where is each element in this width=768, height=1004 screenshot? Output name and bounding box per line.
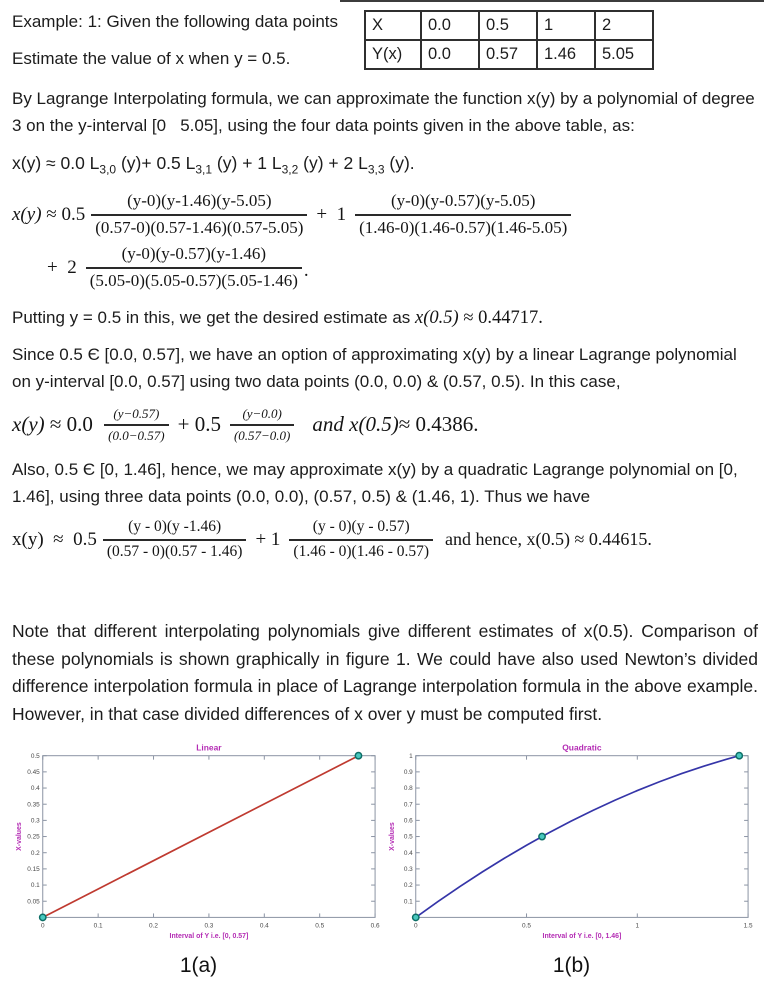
- math-coef: ≈ 0.0: [44, 411, 99, 436]
- svg-text:0.7: 0.7: [403, 801, 413, 809]
- svg-text:0.3: 0.3: [30, 817, 40, 825]
- svg-text:Interval of Y i.e. [0, 0.57]: Interval of Y i.e. [0, 0.57]: [169, 933, 249, 941]
- svg-text:0.2: 0.2: [149, 922, 159, 930]
- math-operator: + 0.5: [177, 411, 221, 436]
- paragraph-since: Since 0.5 Є [0.0, 0.57], we have an option of approximating x(y) by a linear Lagrange polynomial on y-interval [0.0, 0.57] using two data points (0.0, 0.0) & (0.57, 0.5). In this case,: [12, 344, 742, 391]
- table-row-x: [365, 11, 653, 40]
- denominator: (1.46-0)(1.46-0.57)(1.46-5.05): [355, 214, 571, 239]
- svg-text:0.35: 0.35: [27, 801, 40, 809]
- svg-text:Quadratic: Quadratic: [562, 743, 602, 754]
- svg-text:X-values: X-values: [388, 822, 396, 852]
- svg-text:0.1: 0.1: [30, 882, 40, 890]
- table-cell: X: [365, 11, 421, 40]
- fraction: [103, 518, 247, 562]
- svg-text:1.5: 1.5: [743, 922, 753, 930]
- svg-text:Linear: Linear: [196, 743, 222, 754]
- linear-formula: [12, 405, 758, 444]
- quadratic-formula: [12, 518, 758, 562]
- table-cell: Y(x): [365, 40, 421, 69]
- quadratic-chart: [385, 739, 758, 946]
- formula-text: (y)+ 0.5 L: [116, 153, 196, 174]
- fraction: [355, 191, 571, 238]
- paragraph-lagrange-intro: By Lagrange Interpolating formula, we can approximate the function x(y) by a polynomial of degree 3 on the y-interval [0 5.05], using the four data points given in the above table, as:: [12, 89, 760, 136]
- numerator: (y-0)(y-0.57)(y-1.46): [121, 244, 267, 264]
- svg-text:0: 0: [40, 922, 45, 930]
- math-inline: ≈ 0.44717.: [458, 307, 543, 328]
- formula-text: (y).: [384, 153, 415, 174]
- fraction: [230, 406, 294, 445]
- svg-text:0.45: 0.45: [27, 769, 40, 777]
- table-cell: 1.46: [537, 40, 595, 69]
- numerator: (y - 0)(y - 0.57): [312, 518, 410, 536]
- svg-text:0.5: 0.5: [315, 922, 325, 930]
- fraction: [289, 518, 433, 562]
- fraction: [91, 191, 307, 238]
- svg-text:0.3: 0.3: [204, 922, 214, 930]
- denominator: (5.05-0)(5.05-0.57)(5.05-1.46): [86, 267, 302, 292]
- svg-text:0.6: 0.6: [403, 817, 413, 825]
- table-cell: 0.0: [421, 11, 479, 40]
- svg-text:0.4: 0.4: [259, 922, 269, 930]
- numerator: (y−0.0): [242, 406, 282, 422]
- math-tail-value: ≈ 0.4386.: [398, 411, 479, 436]
- svg-text:0.1: 0.1: [403, 898, 413, 906]
- math-operator: + 1: [255, 528, 281, 550]
- example-title: Example: 1: Given the following data points: [12, 12, 339, 31]
- denominator: (0.57 - 0)(0.57 - 1.46): [103, 539, 247, 562]
- math-tail: and hence, x(0.5) ≈ 0.44615.: [445, 529, 652, 550]
- caption-1b: 1(b): [552, 954, 591, 978]
- formula-text: (y) + 2 L: [298, 153, 368, 174]
- table-cell: 5.05: [595, 40, 653, 69]
- formula-text: (y) + 1 L: [212, 153, 282, 174]
- numerator: (y - 0)(y -1.46): [128, 518, 222, 536]
- table-cell: 0.5: [479, 11, 537, 40]
- estimate-line: Estimate the value of x when y = 0.5.: [12, 49, 291, 68]
- math-lhs: x(y): [12, 411, 45, 436]
- table-cell: 0.0: [421, 40, 479, 69]
- numerator: (y−0.57): [113, 406, 160, 422]
- table-cell: 0.57: [479, 40, 537, 69]
- svg-text:X-values: X-values: [15, 822, 23, 852]
- svg-text:0.2: 0.2: [30, 850, 40, 858]
- svg-text:1: 1: [635, 922, 640, 930]
- data-points-table: [364, 10, 654, 70]
- paragraph-also: Also, 0.5 Є [0, 1.46], hence, we may approximate x(y) by a quadratic Lagrange polynomial on [0, 1.46], using three data points (0.0, 0.0), (0.57, 0.5) & (1.46, 1). Thus we have: [12, 459, 743, 506]
- svg-text:0.5: 0.5: [30, 753, 40, 761]
- figure-captions: [12, 954, 758, 978]
- svg-text:0.1: 0.1: [93, 922, 103, 930]
- denominator: (1.46 - 0)(1.46 - 0.57): [289, 539, 433, 562]
- caption-1a: 1(a): [179, 954, 218, 978]
- svg-text:0.15: 0.15: [27, 866, 40, 874]
- numerator: (y-0)(y-1.46)(y-5.05): [127, 190, 272, 210]
- putting-line: [12, 308, 758, 329]
- subscript: 3,2: [281, 162, 299, 177]
- svg-text:Interval of Y i.e. [0, 1.46]: Interval of Y i.e. [0, 1.46]: [542, 933, 622, 941]
- svg-text:0.4: 0.4: [403, 850, 413, 858]
- svg-text:0.9: 0.9: [403, 769, 413, 777]
- page-crop-line: [340, 0, 764, 2]
- svg-text:0.5: 0.5: [403, 834, 413, 842]
- subscript: 3,0: [99, 162, 117, 177]
- svg-text:0: 0: [413, 922, 418, 930]
- math-period: .: [303, 259, 309, 281]
- cubic-formula-row2: [38, 244, 758, 291]
- numerator: (y-0)(y-0.57)(y-5.05): [391, 190, 536, 210]
- fraction: [104, 406, 168, 445]
- math-lhs: x(y) ≈ 0.5: [12, 528, 97, 550]
- svg-text:0.4: 0.4: [30, 785, 40, 793]
- fraction: [86, 244, 302, 291]
- math-operator: + 2: [47, 257, 77, 279]
- svg-text:0.25: 0.25: [27, 834, 40, 842]
- svg-text:1: 1: [409, 753, 413, 761]
- math-operator: + 1: [316, 203, 347, 225]
- svg-text:0.6: 0.6: [370, 922, 380, 930]
- math-lhs: x(y): [12, 203, 42, 225]
- subscript: 3,1: [195, 162, 213, 177]
- math-inline: x(0.5): [415, 307, 459, 328]
- text: Putting y = 0.5 in this, we get the desired estimate as: [12, 307, 416, 327]
- table-cell: 2: [595, 11, 653, 40]
- lagrange-basis-formula: [12, 153, 758, 177]
- linear-chart: [12, 739, 385, 946]
- formula-text: x(y) ≈ 0.0 L: [12, 153, 100, 174]
- svg-text:0.8: 0.8: [403, 785, 413, 793]
- math-coef: ≈ 0.5: [41, 203, 86, 225]
- header-row: [12, 8, 758, 70]
- intro-text: [12, 8, 364, 69]
- subscript: 3,3: [367, 162, 385, 177]
- paragraph-note: Note that different interpolating polynomials give different estimates of x(0.5). Comparison of these polynomials is shown graphically in figure 1. We could have also used Newton’s divided difference interpolation formula in place of Lagrange interpolation formula in the above example. However, in that case divided differences of x over y must be computed first.: [12, 620, 758, 724]
- svg-text:0.3: 0.3: [403, 866, 413, 874]
- table-cell: 1: [537, 11, 595, 40]
- cubic-formula-row1: [12, 191, 758, 238]
- denominator: (0.57-0)(0.57-1.46)(0.57-5.05): [91, 214, 307, 239]
- figure-1-row: [12, 739, 758, 946]
- table-row-y: [365, 40, 653, 69]
- denominator: (0.0−0.57): [104, 424, 168, 444]
- svg-text:0.5: 0.5: [522, 922, 532, 930]
- svg-text:0.2: 0.2: [403, 882, 413, 890]
- svg-text:0.05: 0.05: [27, 898, 40, 906]
- denominator: (0.57−0.0): [230, 424, 294, 444]
- math-tail: and x(0.5): [312, 411, 399, 436]
